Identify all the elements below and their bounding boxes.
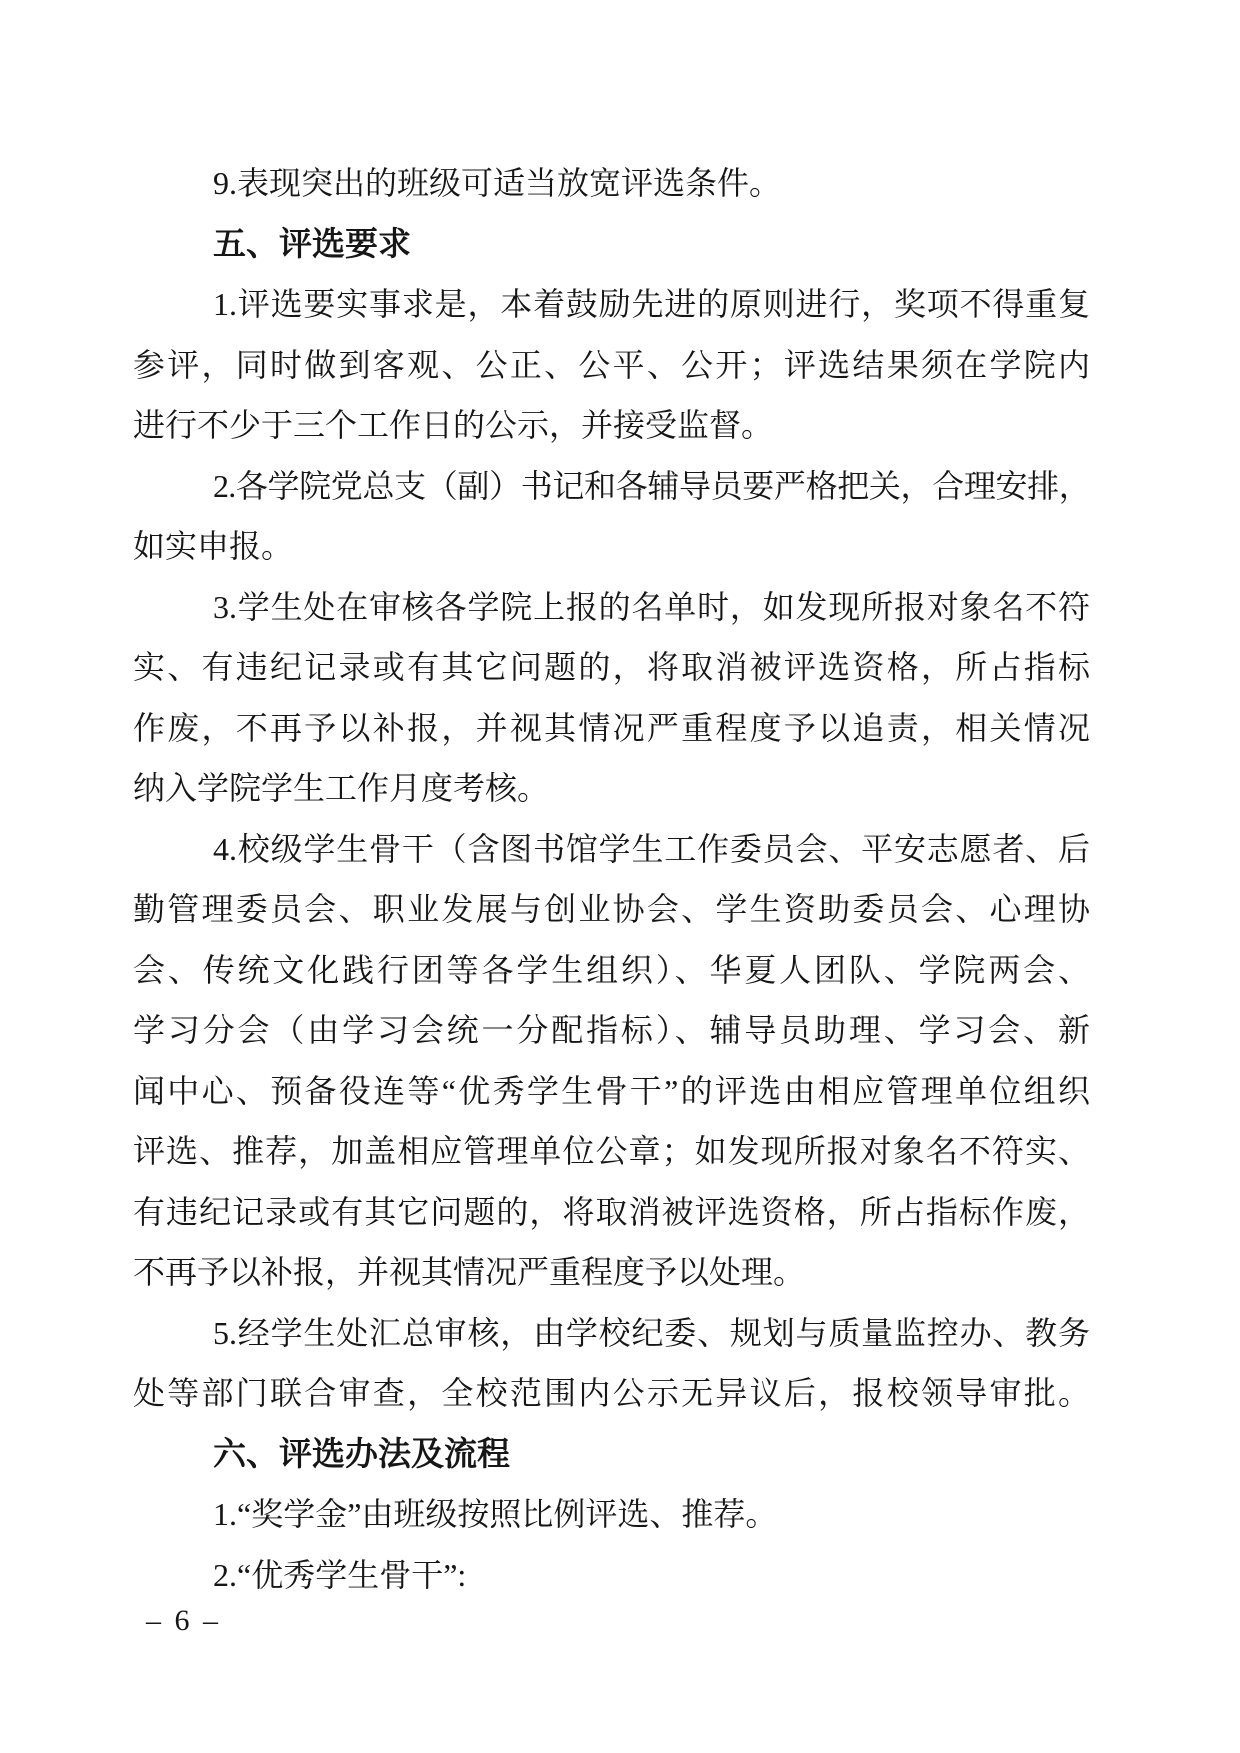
body-line: 闻中心、预备役连等“优秀学生骨干”的评选由相应管理单位组织 <box>133 1072 1090 1109</box>
body-line: 5.经学生处汇总审核，由学校纪委、规划与质量监控办、教务 <box>213 1314 1090 1351</box>
section-heading: 五、评选要求 <box>213 224 411 262</box>
body-line: 如实申报。 <box>133 528 294 564</box>
body-line: 评选、推荐，加盖相应管理单位公章；如发现所报对象名不符实、 <box>133 1133 1090 1169</box>
page-number: – 6 – <box>146 1604 218 1637</box>
body-line: 2.各学院党总支（副）书记和各辅导员要严格把关，合理安排， <box>213 467 1090 504</box>
body-line: 实、有违纪记录或有其它问题的，将取消被评选资格，所占指标 <box>133 649 1090 685</box>
body-line: 4.校级学生骨干（含图书馆学生工作委员会、平安志愿者、后 <box>213 830 1090 867</box>
section-heading: 六、评选办法及流程 <box>213 1434 510 1472</box>
body-line: 不再予以补报，并视其情况严重程度予以处理。 <box>133 1254 806 1290</box>
body-line: 处等部门联合审查，全校范围内公示无异议后，报校领导审批。 <box>133 1375 1090 1411</box>
body-line: 勤管理委员会、职业发展与创业协会、学生资助委员会、心理协 <box>133 891 1090 927</box>
body-line: 3.学生处在审核各学院上报的名单时，如发现所报对象名不符 <box>213 588 1090 625</box>
body-line: 1.评选要实事求是，本着鼓励先进的原则进行，奖项不得重复 <box>213 286 1090 322</box>
body-line: 学习分会（由学习会统一分配指标）、辅导员助理、学习会、新 <box>133 1012 1090 1048</box>
body-line: 2.“优秀学生骨干”: <box>213 1556 467 1593</box>
body-line: 作废，不再予以补报，并视其情况严重程度予以追责，相关情况 <box>133 709 1090 746</box>
body-line: 1.“奖学金”由班级按照比例评选、推荐。 <box>213 1496 778 1532</box>
body-line: 纳入学院学生工作月度考核。 <box>133 770 550 806</box>
body-line: 参评，同时做到客观、公正、公平、公开；评选结果须在学院内 <box>133 346 1090 383</box>
body-line: 进行不少于三个工作日的公示，并接受监督。 <box>133 407 774 443</box>
body-line: 9.表现突出的班级可适当放宽评选条件。 <box>213 165 782 201</box>
document-body <box>133 153 1090 1605</box>
body-line: 会、传统文化践行团等各学生组织）、华夏人团队、学院两会、 <box>133 951 1090 988</box>
body-line: 有违纪记录或有其它问题的，将取消被评选资格，所占指标作废， <box>133 1193 1090 1230</box>
